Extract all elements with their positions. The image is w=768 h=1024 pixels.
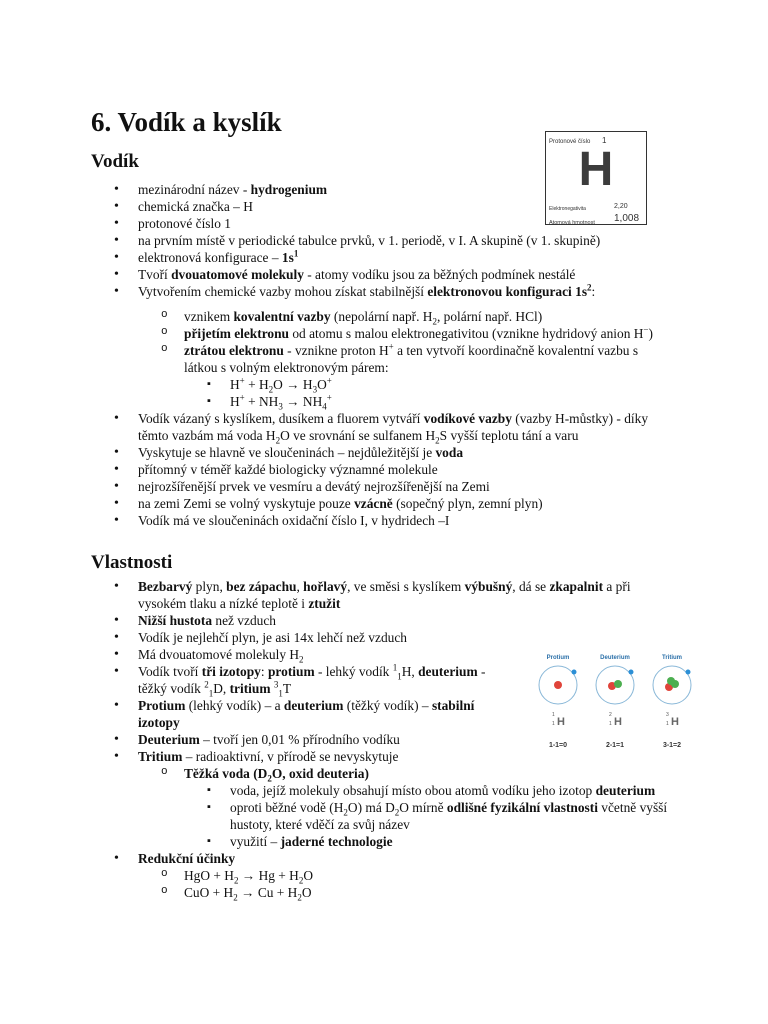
isotope-label-protium: Protium xyxy=(546,655,570,661)
list-item: o přijetím elektronu od atomu s malou elektronegativitou (vznikne hydridový anion H−) xyxy=(138,325,671,342)
list-item: • elektronová konfigurace – $1s^1$ xyxy=(91,249,691,266)
list-item: • Tvoří dvouatomové molekuly - atomy vodíku jsou za běžných podmínek nestálé xyxy=(91,266,691,283)
list-item: • Nižší hustota než vzduch xyxy=(91,612,671,629)
page-title: 6. Vodík a kyslík xyxy=(91,107,282,137)
tritium-equation: 3-1=2 xyxy=(662,742,682,749)
list-item: ▪ voda, jejíž molekuly obsahují místo obou atomů vodíku jeho izotop deuterium xyxy=(184,782,671,799)
protium-number: 1 xyxy=(552,721,555,727)
list-item: • Redukční účinky o HgO + $H_2 \to Hg + H_2O$ o CuO + $H_2 \to Cu + H_2O$ xyxy=(91,850,671,901)
list-item: o ztrátou elektronu - vznikne proton H+ a ten vytvoří koordinačně kovalentní vazbu s látkou s volným elektronovým párem: ▪ $H^+ + H_2O \to H_3O^+$ ▪ $H^+ + NH_3 \to NH_4^+$ xyxy=(138,342,671,410)
atomic-mass-label: Atomová hmotnost xyxy=(549,220,595,226)
tritium-number: 1 xyxy=(666,721,669,727)
list-item: • Deuterium – tvoří jen 0,01 % přírodního vodíku xyxy=(91,731,671,748)
heavy-water-sublist xyxy=(138,782,671,850)
list-item: • Vyskytuje se hlavně ve sloučeninách – nejdůležitější je voda xyxy=(91,444,671,461)
list-item: • chemická značka – H xyxy=(91,198,691,215)
bond-sublist xyxy=(91,308,671,410)
tritium-mass: 3 xyxy=(666,712,669,718)
list-item: • Vodík je nejlehčí plyn, je asi 14x lehčí než vzduch xyxy=(91,629,671,646)
protium-proton xyxy=(554,681,562,689)
list-item: • Vodík vázaný s kyslíkem, dusíkem a fluorem vytváří vodíkové vazby (vazby H-můstky) - díky těmto vazbám má voda $H_2O$ ve srovnání se sulfanem $H_2S$ vyšší teplotu tání a varu xyxy=(91,410,671,444)
list-item: o CuO + $H_2 \to Cu + H_2O$ xyxy=(138,884,671,901)
atomic-mass-value: 1,008 xyxy=(614,213,640,224)
list-item: • protonové číslo 1 xyxy=(91,215,691,232)
list-item: • Bezbarvý plyn, bez zápachu, hořlavý, ve směsi s kyslíkem výbušný, dá se zkapalnit a při vysokém tlaku a nízké teplotě i ztužit xyxy=(91,578,671,612)
section-heading-vlastnosti: Vlastnosti xyxy=(91,552,173,573)
list-item: ▪ $H^+ + NH_3 \to NH_4^+$ xyxy=(184,393,671,410)
deuterium-number: 1 xyxy=(609,721,612,727)
vodik-list xyxy=(91,181,691,300)
list-item: o vznikem kovalentní vazby (nepolární např. $H_2$, polární např. HCl) xyxy=(138,308,671,325)
tritium-symbol: H xyxy=(671,716,679,728)
hydrogen-isotopes-figure xyxy=(530,650,710,750)
electronegativity-value: 2,20 xyxy=(614,203,628,210)
protium-equation: 1-1=0 xyxy=(548,742,568,749)
protium-symbol: H xyxy=(557,716,565,728)
electronegativity-label: Elektronegativita xyxy=(549,206,586,212)
list-item: o HgO + $H_2 \to Hg + H_2O$ xyxy=(138,867,671,884)
list-item: o Těžká voda ($D_2O$, oxid deuteria) ▪ voda, jejíž molekuly obsahují místo obou atomů vodíku jeho izotop deuterium ▪ oproti běžné vodě $(H_2O)$ má $D_2O$ mírně odlišné fyzikální vlastnosti včetně vyšší hustoty, které vděčí za svůj název ▪ využití – jaderné technologie xyxy=(138,765,671,850)
proton-number-label: Protonové číslo xyxy=(549,139,591,145)
list-item: • Vodík má ve sloučeninách oxidační číslo I, v hydridech –I xyxy=(91,512,671,529)
protium-electron xyxy=(572,670,577,675)
proton-number-value: 1 xyxy=(602,136,607,145)
list-item: • na zemi Zemi se volný vyskytuje pouze vzácně (sopečný plyn, zemní plyn) xyxy=(91,495,671,512)
protium-mass: 1 xyxy=(552,712,555,718)
list-item: • Tritium – radioaktivní, v přírodě se nevyskytuje o Těžká voda ($D_2O$, oxid deuteria) ▪ voda, jejíž molekuly obsahují místo obou atomů vodíku jeho izotop deuterium ▪ oproti běžné vodě $(H_2O)$ má $D_2O$ mírně odlišné fyzikální vlastnosti včetně vyšší hustoty, které vděčí za svůj název ▪ využití – jaderné technologie xyxy=(91,748,671,850)
deuterium-mass: 2 xyxy=(609,712,612,718)
list-item: • mezinárodní název - hydrogenium xyxy=(91,181,691,198)
list-item: • Vytvořením chemické vazby mohou získat stabilnější elektronovou konfiguraci $1s^2$: xyxy=(91,283,691,300)
isotopes-diagram xyxy=(530,650,710,750)
list-item: ▪ oproti běžné vodě $(H_2O)$ má $D_2O$ mírně odlišné fyzikální vlastnosti včetně vyšší hustoty, které vděčí za svůj název xyxy=(184,799,671,833)
list-item: • nejrozšířenější prvek ve vesmíru a devátý nejrozšířenější na Zemi xyxy=(91,478,671,495)
isotope-label-deuterium: Deuterium xyxy=(600,655,630,661)
list-item: • Protium (lehký vodík) – a deuterium (těžký vodík) – stabilní izotopy xyxy=(91,697,513,731)
tritium-sublist xyxy=(91,765,671,850)
list-item: ▪ $H^+ + H_2O \to H_3O^+$ xyxy=(184,376,671,393)
tritium-electron xyxy=(686,670,691,675)
deuterium-electron xyxy=(629,670,634,675)
deuterium-symbol: H xyxy=(614,716,622,728)
isotope-label-tritium: Tritium xyxy=(661,655,683,661)
list-item: ▪ využití – jaderné technologie xyxy=(184,833,671,850)
list-item: • Má dvouatomové molekuly $H_2$ xyxy=(91,646,671,663)
section-heading-vodik: Vodík xyxy=(91,151,139,172)
list-item: • na prvním místě v periodické tabulce prvků, v 1. periodě, v I. A skupině (v 1. skupině) xyxy=(91,232,691,249)
tritium-neutron-2 xyxy=(667,677,675,685)
list-item: • Vodík tvoří tři izotopy: protium - lehký vodík $^1_1$H, deuterium - těžký vodík $^2_1$D, tritium $^3_1$T xyxy=(91,663,513,697)
deuterium-equation: 2-1=1 xyxy=(605,742,625,749)
deuterium-neutron xyxy=(614,680,622,688)
reduction-sublist xyxy=(91,867,671,901)
vodik-list-continued xyxy=(91,410,671,529)
list-item: • přítomný v téměř každé biologicky významné molekule xyxy=(91,461,671,478)
reaction-sublist xyxy=(138,376,671,410)
element-symbol: H xyxy=(578,143,614,196)
